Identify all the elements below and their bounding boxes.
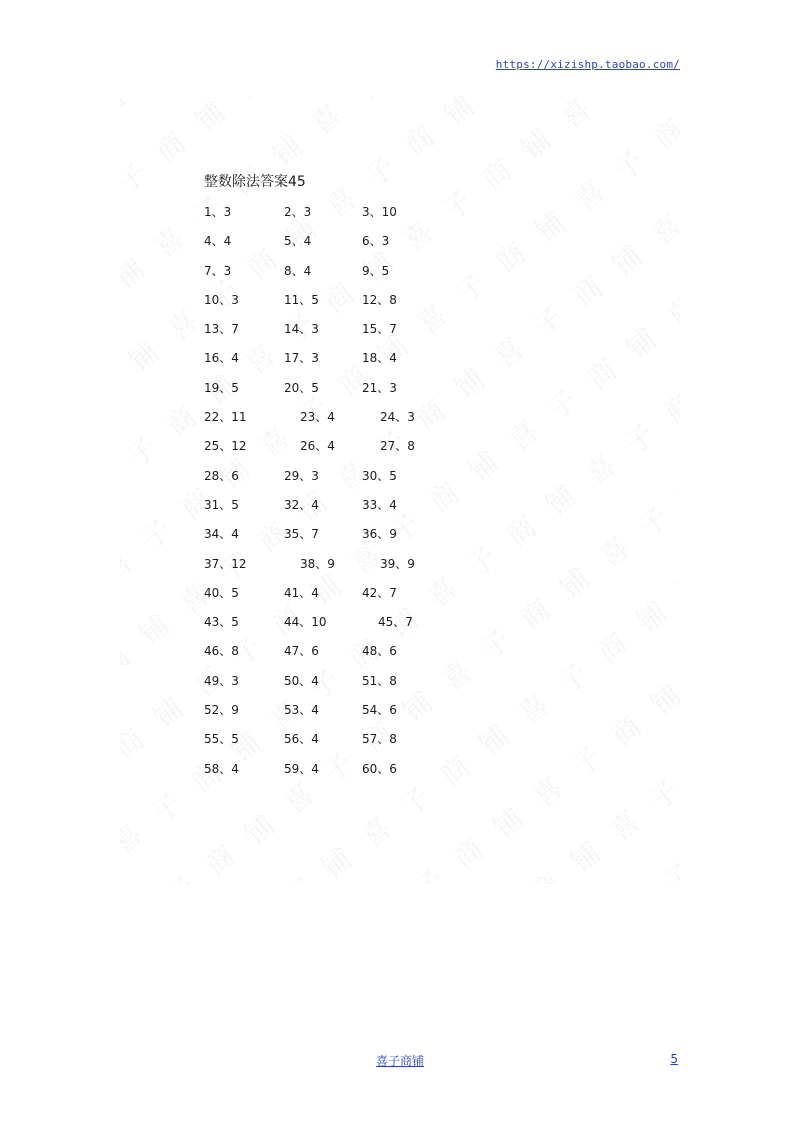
watermark-line <box>120 96 591 552</box>
answer-item: 48、6 <box>362 644 397 659</box>
watermark-line <box>290 544 680 884</box>
answer-item: 58、4 <box>204 761 239 776</box>
answer-row <box>204 290 397 319</box>
answer-item: 38、9 <box>300 556 335 571</box>
answer-item: 43、5 <box>204 615 239 630</box>
answer-row <box>204 466 397 495</box>
answer-item: 50、4 <box>284 673 319 688</box>
answer-item: 5、4 <box>284 234 312 249</box>
answer-item: 49、3 <box>204 673 239 688</box>
answer-item: 39、9 <box>380 556 415 571</box>
answer-item: 25、12 <box>204 439 247 454</box>
answer-item: 22、11 <box>204 410 247 425</box>
answer-item: 29、3 <box>284 468 319 483</box>
answer-item: 57、8 <box>362 732 397 747</box>
answer-row <box>204 759 397 788</box>
answer-item: 2、3 <box>284 205 312 219</box>
answer-row <box>204 202 397 231</box>
answer-item: 35、7 <box>284 527 319 542</box>
answer-row <box>204 407 415 436</box>
answer-item: 14、3 <box>284 322 319 337</box>
answer-item: 12、8 <box>362 292 397 307</box>
answer-item: 21、3 <box>362 380 397 395</box>
answer-item: 51、8 <box>362 673 397 688</box>
answer-item: 17、3 <box>284 351 319 366</box>
answer-row <box>204 378 397 407</box>
answer-row <box>204 612 413 641</box>
answer-item: 59、4 <box>284 761 319 776</box>
answer-row <box>204 554 415 583</box>
answer-item: 24、3 <box>380 410 415 425</box>
answer-item: 32、4 <box>284 497 319 512</box>
worksheet-area <box>120 96 680 884</box>
answer-item: 45、7 <box>378 615 413 630</box>
answer-item: 4、4 <box>204 234 232 249</box>
answer-item: 7、3 <box>204 263 232 278</box>
answer-item: 33、4 <box>362 497 397 512</box>
answer-row <box>204 261 390 290</box>
answer-item: 40、5 <box>204 585 239 600</box>
answer-item: 8、4 <box>284 263 312 278</box>
answer-item: 13、7 <box>204 322 239 337</box>
header-shop-url-link[interactable]: https://xizishp.taobao.com/ <box>495 58 680 71</box>
answer-row <box>204 729 397 758</box>
answer-content <box>204 172 415 788</box>
answer-row <box>204 348 397 377</box>
answer-item: 11、5 <box>284 292 319 307</box>
footer-shop-link[interactable]: 喜子商铺 <box>375 1054 424 1068</box>
answer-item: 46、8 <box>204 644 239 659</box>
answer-item: 15、7 <box>362 322 397 337</box>
answer-item: 42、7 <box>362 585 397 600</box>
answer-item: 31、5 <box>204 497 239 512</box>
worksheet-title: 整数除法答案45 <box>204 174 306 190</box>
answer-item: 20、5 <box>284 380 319 395</box>
answer-item: 52、9 <box>204 703 239 718</box>
answer-item: 23、4 <box>300 410 335 425</box>
answer-row <box>204 436 415 465</box>
answer-item: 18、4 <box>362 351 397 366</box>
answer-grid <box>204 202 415 788</box>
answer-item: 37、12 <box>204 556 247 571</box>
answer-row <box>204 583 397 612</box>
answer-row <box>204 524 397 553</box>
answer-item: 19、5 <box>204 380 239 395</box>
answer-item: 54、6 <box>362 703 397 718</box>
answer-row <box>204 495 397 524</box>
answer-row <box>204 231 390 260</box>
answer-item: 34、4 <box>204 527 239 542</box>
answer-row <box>204 641 397 670</box>
answer-item: 60、6 <box>362 761 397 776</box>
answer-item: 47、6 <box>284 644 319 659</box>
answer-item: 10、3 <box>204 292 239 307</box>
page-number-link[interactable]: 5 <box>670 1052 678 1066</box>
answer-item: 9、5 <box>362 263 390 278</box>
answer-item: 36、9 <box>362 527 397 542</box>
answer-item: 56、4 <box>284 732 319 747</box>
answer-item: 3、10 <box>362 205 397 219</box>
answer-row <box>204 319 397 348</box>
answer-item: 44、10 <box>284 615 327 630</box>
answer-row <box>204 700 397 729</box>
answer-item: 30、5 <box>362 468 397 483</box>
answer-item: 53、4 <box>284 703 319 718</box>
answer-row <box>204 671 397 700</box>
answer-item: 28、6 <box>204 468 239 483</box>
answer-item: 55、5 <box>204 732 239 747</box>
answer-item: 1、3 <box>204 205 232 219</box>
answer-item: 41、4 <box>284 585 319 600</box>
answer-item: 16、4 <box>204 351 239 366</box>
answer-item: 27、8 <box>380 439 415 454</box>
answer-item: 6、3 <box>362 234 390 249</box>
watermark-line <box>120 96 546 494</box>
answer-item: 26、4 <box>300 439 335 454</box>
